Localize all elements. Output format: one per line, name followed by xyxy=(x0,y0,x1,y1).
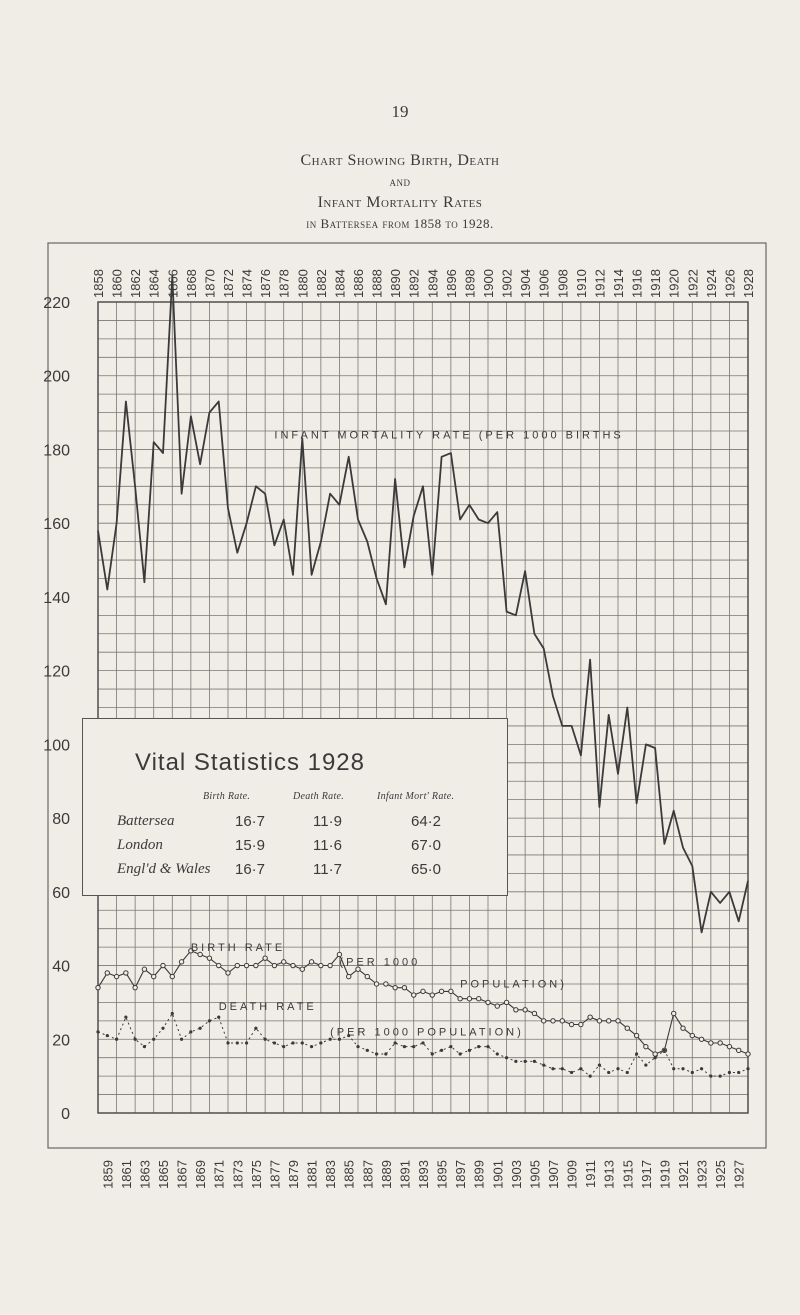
birth-rate-point xyxy=(495,1004,499,1008)
birth-rate-point xyxy=(514,1008,518,1012)
y-tick-label: 180 xyxy=(43,442,70,460)
row-name: London xyxy=(117,837,163,853)
birth-rate-point xyxy=(412,993,416,997)
death-rate-point xyxy=(310,1045,313,1048)
y-tick-label: 220 xyxy=(43,295,70,312)
y-tick-label: 140 xyxy=(43,589,70,607)
birth-rate-point xyxy=(439,989,443,993)
top-year-label: 1862 xyxy=(128,269,144,298)
bottom-year-label: 1897 xyxy=(453,1160,469,1189)
birth-rate-point xyxy=(421,989,425,993)
birth-rate-point xyxy=(133,985,137,989)
row-london xyxy=(83,837,509,859)
top-year-label: 1870 xyxy=(202,269,218,298)
birth-rate-point xyxy=(374,982,378,986)
top-year-label: 1920 xyxy=(666,269,682,298)
death-rate-point xyxy=(542,1063,545,1066)
bottom-year-label: 1925 xyxy=(713,1160,729,1189)
birth-value: 16·7 xyxy=(235,813,266,830)
birth-rate-point xyxy=(746,1052,750,1056)
top-year-label: 1868 xyxy=(183,269,199,298)
death-rate-point xyxy=(273,1041,276,1044)
row-battersea xyxy=(83,813,509,835)
death-rate-point xyxy=(254,1027,257,1030)
header-infant-mortality-rate: Infant Mort' Rate. xyxy=(377,791,455,802)
birth-rate-point xyxy=(161,963,165,967)
birth-rate-point xyxy=(226,971,230,975)
title-line-3: Infant Mortality Rates xyxy=(317,194,483,211)
top-year-label: 1912 xyxy=(592,269,608,298)
bottom-year-label: 1885 xyxy=(341,1160,357,1189)
death-rate-point xyxy=(403,1045,406,1048)
birth-rate-point xyxy=(282,960,286,964)
y-tick-label: 60 xyxy=(52,884,70,902)
bottom-year-label: 1903 xyxy=(508,1160,524,1189)
bottom-year-label: 1883 xyxy=(323,1160,339,1189)
birth-rate-point xyxy=(709,1041,713,1045)
bottom-year-label: 1907 xyxy=(546,1160,561,1189)
top-year-label: 1918 xyxy=(648,269,664,298)
birth-rate-point xyxy=(477,997,481,1001)
infant-value: 67·0 xyxy=(411,837,442,854)
birth-rate-point xyxy=(569,1022,573,1026)
death-rate-point xyxy=(124,1016,127,1019)
bottom-year-label: 1921 xyxy=(676,1160,691,1189)
top-year-label: 1890 xyxy=(388,269,404,298)
birth-rate-point xyxy=(625,1026,629,1030)
birth-rate-point xyxy=(523,1008,527,1012)
birth-rate-point xyxy=(616,1019,620,1023)
bottom-year-label: 1869 xyxy=(193,1160,209,1189)
death-rate-point xyxy=(245,1041,248,1044)
chart-annotation: DEATH RATE xyxy=(218,1000,317,1013)
series-lines xyxy=(96,276,750,1078)
birth-rate-point xyxy=(300,967,304,971)
birth-rate-point xyxy=(634,1033,638,1037)
bottom-year-label: 1913 xyxy=(601,1160,617,1189)
bottom-year-label: 1873 xyxy=(230,1160,246,1189)
birth-rate-point xyxy=(672,1011,676,1015)
bottom-year-label: 1871 xyxy=(211,1160,227,1189)
death-rate-point xyxy=(217,1016,220,1019)
death-rate-point xyxy=(663,1049,666,1052)
y-axis-labels xyxy=(43,295,70,1123)
death-rate-point xyxy=(394,1041,397,1044)
death-rate-point xyxy=(440,1049,443,1052)
top-year-label: 1896 xyxy=(443,269,459,298)
death-rate-point xyxy=(728,1071,731,1074)
death-rate-point xyxy=(681,1067,684,1070)
death-rate-point xyxy=(282,1045,285,1048)
birth-rate-point xyxy=(588,1015,592,1019)
bottom-year-label: 1915 xyxy=(620,1160,636,1189)
header-birth-rate: Birth Rate. xyxy=(203,791,251,802)
birth-rate-point xyxy=(347,974,351,978)
top-year-label: 1892 xyxy=(406,269,422,298)
y-tick-label: 200 xyxy=(43,368,70,386)
death-rate-point xyxy=(152,1038,155,1041)
death-rate-point xyxy=(134,1038,137,1041)
birth-rate-point xyxy=(449,989,453,993)
death-rate-point xyxy=(672,1067,675,1070)
birth-rate-point xyxy=(309,960,313,964)
birth-rate-point xyxy=(532,1011,536,1015)
page-number: 19 xyxy=(391,102,409,121)
bottom-year-label: 1887 xyxy=(360,1160,376,1189)
top-year-label: 1904 xyxy=(518,269,534,298)
death-rate-point xyxy=(291,1041,294,1044)
death-rate-point xyxy=(226,1041,229,1044)
birth-rate-point xyxy=(727,1044,731,1048)
bottom-year-label: 1861 xyxy=(118,1160,134,1189)
death-rate-point xyxy=(579,1067,582,1070)
top-year-label: 1928 xyxy=(741,269,756,298)
death-rate-point xyxy=(431,1052,434,1055)
top-year-label: 1914 xyxy=(611,269,626,298)
top-year-label: 1926 xyxy=(722,269,738,298)
y-tick-label: 0 xyxy=(61,1106,70,1123)
bottom-year-label: 1923 xyxy=(694,1160,710,1189)
birth-rate-point xyxy=(217,963,221,967)
top-year-label: 1876 xyxy=(258,269,274,298)
birth-rate-point xyxy=(681,1026,685,1030)
top-year-label: 1882 xyxy=(313,269,329,298)
title-line-2: and xyxy=(389,174,411,189)
birth-rate-point xyxy=(597,1019,601,1023)
death-rate-point xyxy=(375,1052,378,1055)
death-rate-point xyxy=(412,1045,415,1048)
y-tick-label: 20 xyxy=(52,1032,70,1050)
birth-rate-point xyxy=(263,956,267,960)
birth-rate-point xyxy=(560,1019,564,1023)
bottom-year-labels xyxy=(100,1160,746,1189)
death-rate-point xyxy=(654,1056,657,1059)
y-tick-label: 80 xyxy=(52,811,70,829)
death-rate-point xyxy=(644,1063,647,1066)
bottom-year-label: 1863 xyxy=(137,1160,153,1189)
birth-rate-point xyxy=(124,971,128,975)
birth-rate-point xyxy=(607,1019,611,1023)
birth-rate-point xyxy=(699,1037,703,1041)
death-rate-point xyxy=(496,1052,499,1055)
death-rate-point xyxy=(524,1060,527,1063)
death-rate-point xyxy=(700,1067,703,1070)
birth-rate-point xyxy=(467,997,471,1001)
death-rate-point xyxy=(533,1060,536,1063)
birth-rate-point xyxy=(458,997,462,1001)
title-line-1: Chart Showing Birth, Death xyxy=(300,152,500,169)
death-rate-point xyxy=(709,1075,712,1078)
top-year-label: 1886 xyxy=(351,269,366,298)
death-rate-point xyxy=(551,1067,554,1070)
death-rate-point xyxy=(143,1045,146,1048)
death-rate-point xyxy=(301,1041,304,1044)
birth-rate-point xyxy=(365,974,369,978)
birth-rate-point xyxy=(579,1022,583,1026)
birth-rate-point xyxy=(644,1044,648,1048)
birth-rate-point xyxy=(235,963,239,967)
chart-annotation: (PER 1000 POPULATION) xyxy=(330,1026,524,1039)
bottom-year-label: 1919 xyxy=(657,1160,673,1189)
vital-statistics-title: Vital Statistics 1928 xyxy=(135,749,366,776)
title-line-4: in Battersea from 1858 to 1928. xyxy=(306,216,494,231)
bottom-year-label: 1889 xyxy=(378,1160,394,1189)
death-rate-point xyxy=(514,1060,517,1063)
bottom-year-label: 1875 xyxy=(248,1160,264,1189)
birth-rate-point xyxy=(105,971,109,975)
top-year-label: 1888 xyxy=(369,269,385,298)
top-year-label: 1858 xyxy=(91,269,106,298)
outer-frame xyxy=(48,243,766,1148)
birth-rate-point xyxy=(96,985,100,989)
vital-statistics-box xyxy=(82,718,508,896)
death-rate-point xyxy=(737,1071,740,1074)
death-rate-point xyxy=(449,1045,452,1048)
death-rate-point xyxy=(421,1041,424,1044)
top-year-label: 1866 xyxy=(165,269,181,298)
bottom-year-label: 1877 xyxy=(267,1160,283,1189)
birth-rate-point xyxy=(653,1052,657,1056)
death-rate-point xyxy=(459,1052,462,1055)
death-rate-point xyxy=(598,1063,601,1066)
top-year-label: 1916 xyxy=(629,269,645,298)
birth-rate-point xyxy=(551,1019,555,1023)
birth-rate-point xyxy=(272,963,276,967)
bottom-year-label: 1911 xyxy=(583,1160,599,1188)
birth-rate-point xyxy=(179,960,183,964)
death-rate-point xyxy=(477,1045,480,1048)
top-year-label: 1902 xyxy=(499,269,515,298)
birth-rate-point xyxy=(254,963,258,967)
bottom-year-label: 1909 xyxy=(564,1160,580,1189)
death-rate-point xyxy=(468,1049,471,1052)
top-year-label: 1872 xyxy=(221,269,236,298)
birth-rate-point xyxy=(486,1000,490,1004)
birth-rate-point xyxy=(393,985,397,989)
death-rate-point xyxy=(746,1067,749,1070)
death-rate-point xyxy=(180,1038,183,1041)
birth-rate-point xyxy=(402,985,406,989)
bottom-year-label: 1895 xyxy=(434,1160,450,1189)
top-year-label: 1874 xyxy=(239,269,255,298)
top-year-label: 1894 xyxy=(425,269,441,298)
bottom-year-label: 1901 xyxy=(490,1160,506,1189)
row-england-wales xyxy=(83,861,509,883)
death-rate-point xyxy=(115,1038,118,1041)
death-rate-point xyxy=(719,1075,722,1078)
death-rate-point xyxy=(236,1041,239,1044)
birth-rate-point xyxy=(319,963,323,967)
bottom-year-label: 1891 xyxy=(397,1160,413,1189)
chart-annotation: (PER 1000 xyxy=(339,956,421,969)
death-rate-point xyxy=(264,1038,267,1041)
death-rate-point xyxy=(626,1071,629,1074)
birth-rate-point xyxy=(142,967,146,971)
top-year-label: 1906 xyxy=(536,269,552,298)
death-rate-point xyxy=(366,1049,369,1052)
death-value: 11·7 xyxy=(313,861,342,878)
bottom-year-label: 1867 xyxy=(174,1160,190,1189)
birth-rate-point xyxy=(504,1000,508,1004)
bottom-year-label: 1893 xyxy=(416,1160,431,1189)
bottom-year-label: 1881 xyxy=(304,1160,320,1189)
death-rate-point xyxy=(691,1071,694,1074)
birth-rate-point xyxy=(114,974,118,978)
death-value: 11·9 xyxy=(313,813,342,830)
death-rate-point xyxy=(189,1030,192,1033)
death-rate-point xyxy=(607,1071,610,1074)
chart-annotation: BIRTH RATE xyxy=(190,941,286,954)
top-year-labels xyxy=(91,269,756,298)
row-name: Battersea xyxy=(117,813,175,829)
birth-rate-point xyxy=(384,982,388,986)
death-rate-line xyxy=(98,1014,748,1077)
death-rate-point xyxy=(96,1030,99,1033)
bottom-year-label: 1865 xyxy=(156,1160,171,1189)
bottom-year-label: 1905 xyxy=(527,1160,543,1189)
y-tick-label: 40 xyxy=(52,958,70,976)
top-year-label: 1878 xyxy=(276,269,292,298)
y-tick-label: 120 xyxy=(43,663,70,681)
top-year-label: 1910 xyxy=(573,269,589,298)
birth-rate-point xyxy=(430,993,434,997)
death-rate-point xyxy=(505,1056,508,1059)
top-year-label: 1900 xyxy=(481,269,496,298)
bottom-year-label: 1859 xyxy=(100,1160,116,1189)
death-rate-point xyxy=(161,1027,164,1030)
death-rate-point xyxy=(561,1067,564,1070)
death-value: 11·6 xyxy=(313,837,342,854)
birth-value: 16·7 xyxy=(235,861,266,878)
chart-annotation: INFANT MORTALITY RATE (PER 1000 BIRTHS xyxy=(274,429,624,442)
death-rate-point xyxy=(171,1012,174,1015)
bottom-year-label: 1927 xyxy=(731,1160,747,1189)
death-rate-point xyxy=(616,1067,619,1070)
death-rate-point xyxy=(570,1071,573,1074)
birth-rate-point xyxy=(152,974,156,978)
chart-annotation: POPULATION) xyxy=(460,978,567,991)
death-rate-point xyxy=(199,1027,202,1030)
top-year-label: 1922 xyxy=(685,269,701,298)
infant-value: 64·2 xyxy=(411,813,442,830)
birth-rate-point xyxy=(207,956,211,960)
header-death-rate: Death Rate. xyxy=(293,791,345,802)
birth-rate-point xyxy=(542,1019,546,1023)
birth-rate-point xyxy=(690,1033,694,1037)
bottom-year-label: 1899 xyxy=(471,1160,487,1189)
birth-rate-point xyxy=(291,963,295,967)
death-rate-point xyxy=(356,1045,359,1048)
death-rate-point xyxy=(486,1045,489,1048)
death-rate-point xyxy=(106,1034,109,1037)
top-year-label: 1898 xyxy=(462,269,478,298)
death-rate-point xyxy=(384,1052,387,1055)
death-rate-point xyxy=(319,1041,322,1044)
top-year-label: 1884 xyxy=(332,269,348,298)
top-year-label: 1864 xyxy=(146,269,162,298)
infant-value: 65·0 xyxy=(411,861,442,878)
birth-rate-point xyxy=(737,1048,741,1052)
birth-rate-point xyxy=(170,974,174,978)
death-rate-point xyxy=(635,1052,638,1055)
birth-rate-point xyxy=(328,963,332,967)
bottom-year-label: 1879 xyxy=(286,1160,301,1189)
top-year-label: 1880 xyxy=(295,269,311,298)
birth-value: 15·9 xyxy=(235,837,266,854)
top-year-label: 1908 xyxy=(555,269,571,298)
top-year-label: 1860 xyxy=(109,269,125,298)
y-tick-label: 160 xyxy=(43,516,70,534)
y-tick-label: 100 xyxy=(43,737,70,755)
death-rate-point xyxy=(589,1075,592,1078)
bottom-year-label: 1917 xyxy=(638,1160,654,1189)
birth-rate-point xyxy=(718,1041,722,1045)
death-rate-point xyxy=(208,1019,211,1022)
birth-rate-point xyxy=(244,963,248,967)
row-name: Engl'd & Wales xyxy=(117,861,211,877)
top-year-label: 1924 xyxy=(703,269,719,298)
